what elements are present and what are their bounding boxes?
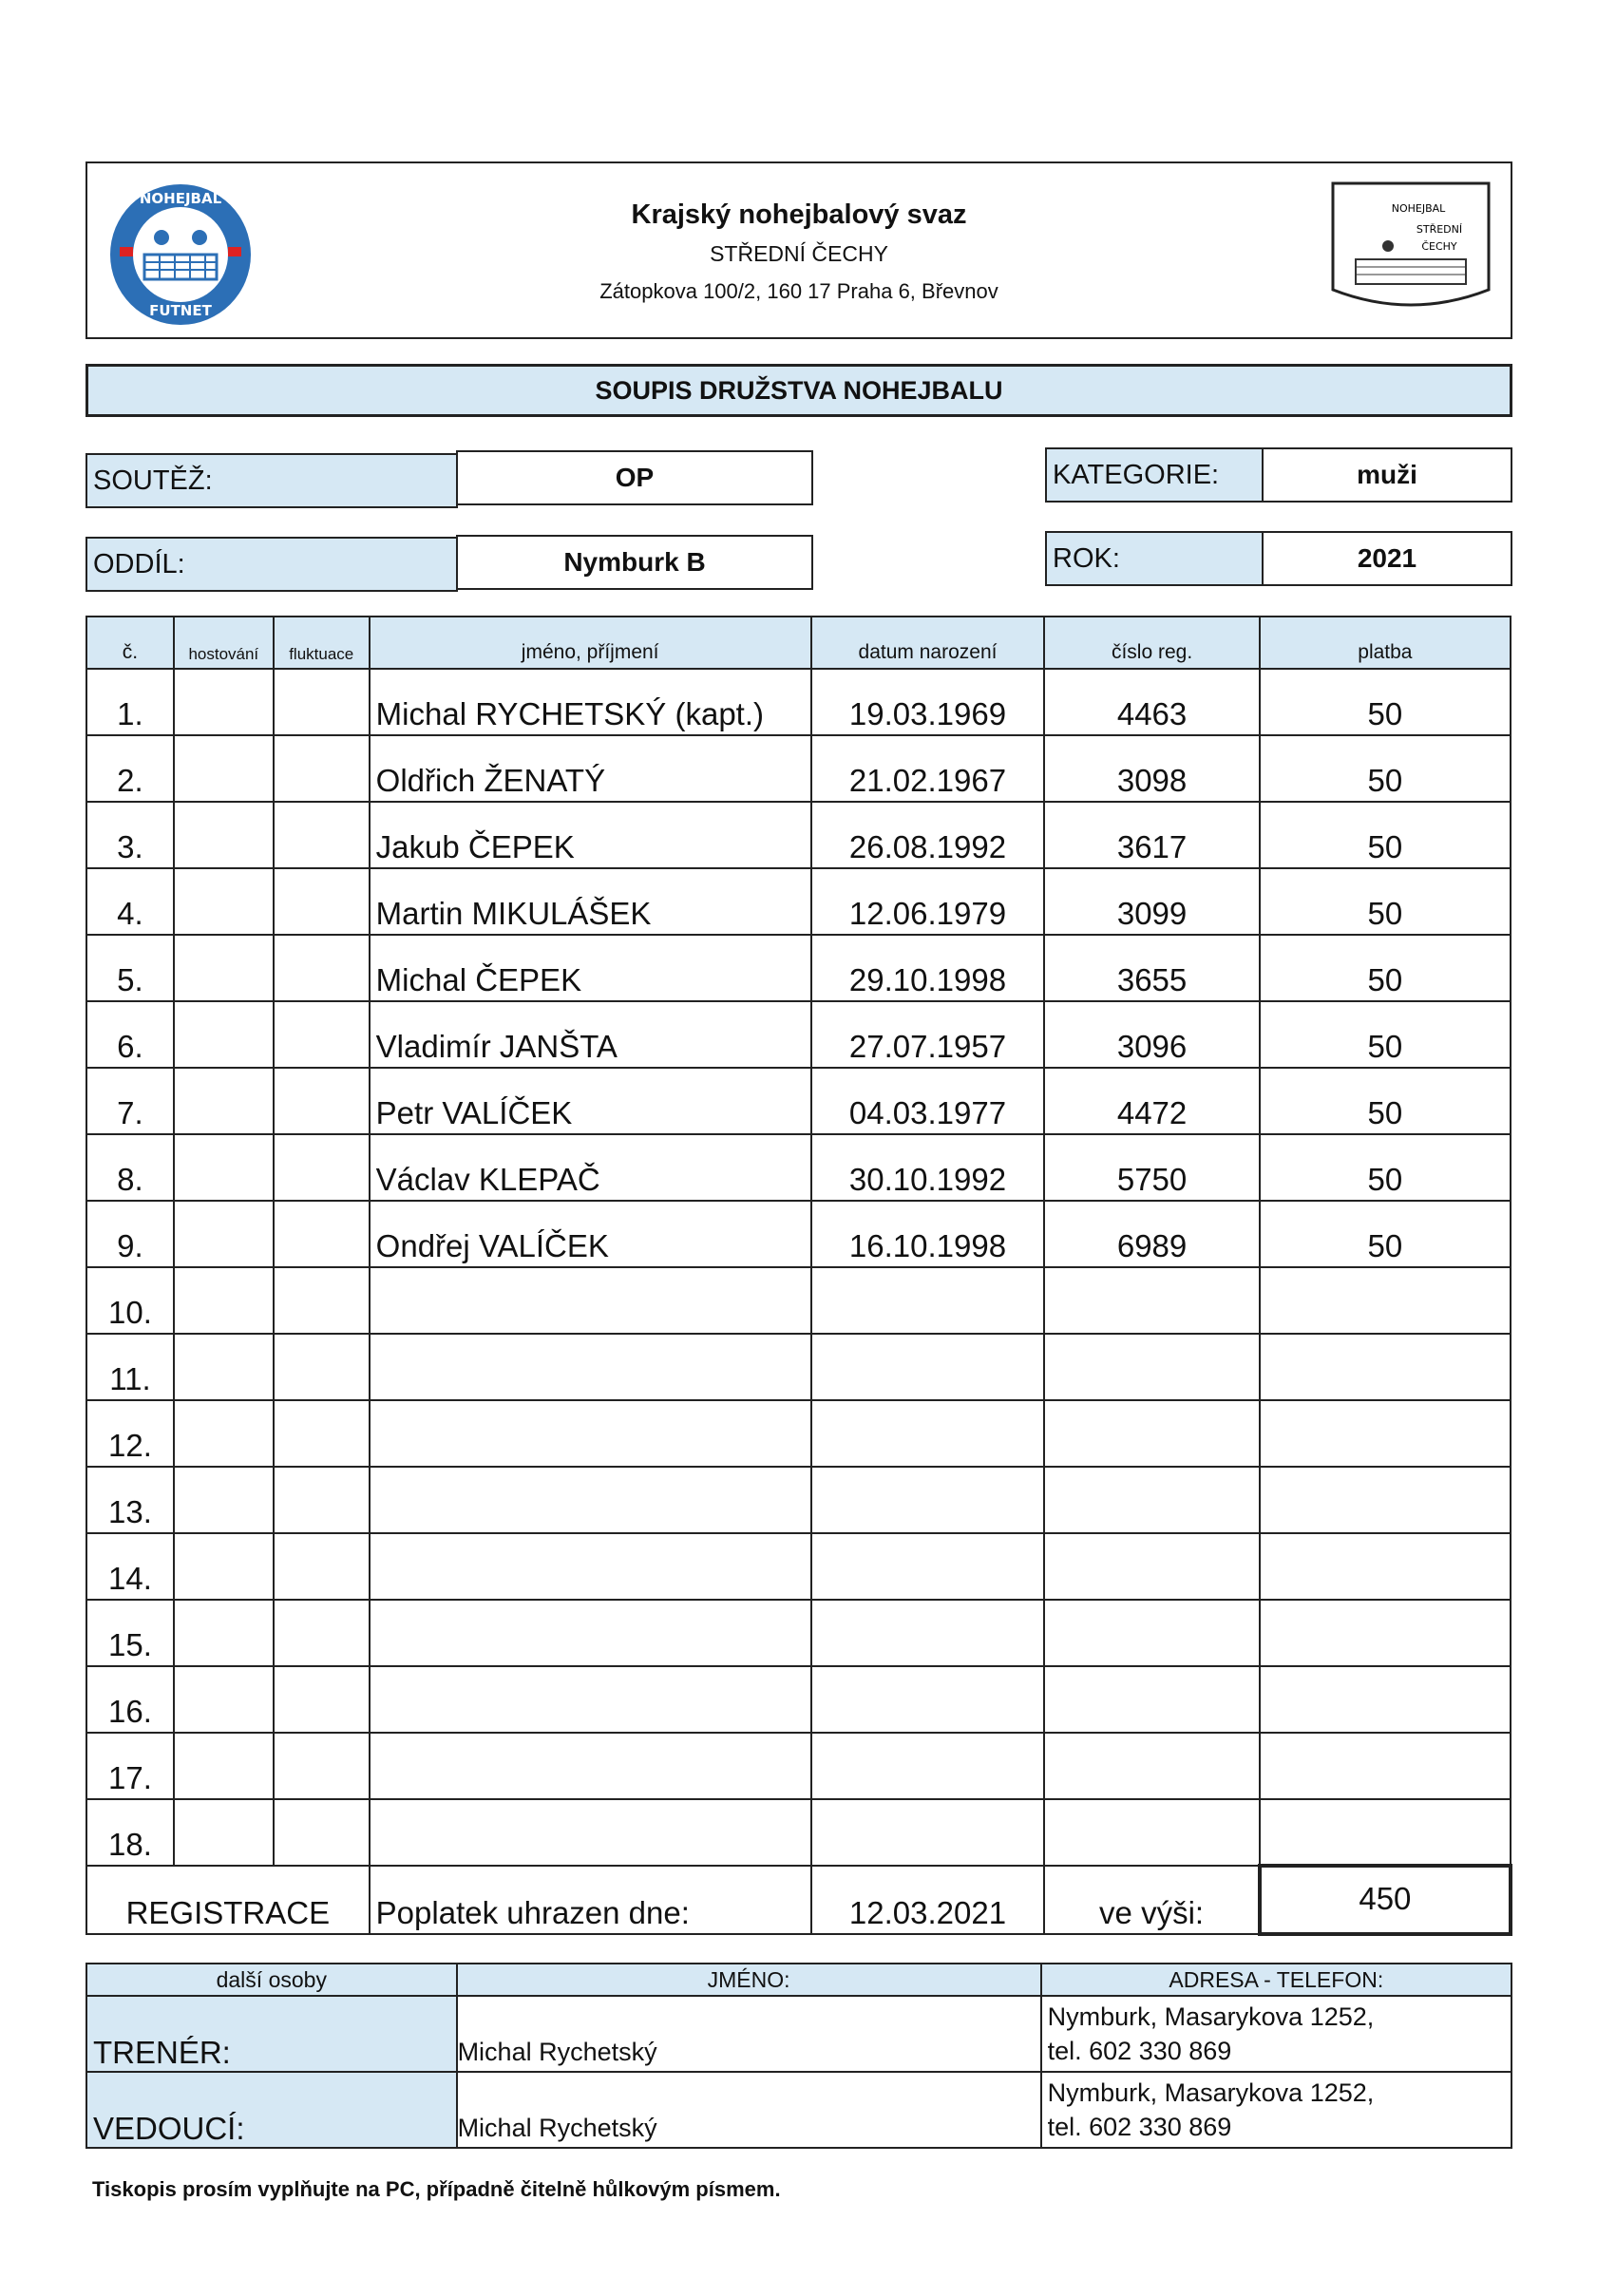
- player-number: 9.: [86, 1201, 174, 1267]
- player-fee[interactable]: [1260, 1733, 1511, 1799]
- footnote: Tiskopis prosím vyplňujte na PC, případně čitelně hůlkovým písmem.: [92, 2177, 781, 2201]
- player-row: [86, 1467, 1511, 1533]
- player-birth-date[interactable]: 30.10.1992: [811, 1134, 1045, 1201]
- player-row: [86, 1201, 1511, 1267]
- player-fluktuace-cell[interactable]: [274, 1267, 370, 1334]
- player-fee[interactable]: [1260, 1267, 1511, 1334]
- player-fee[interactable]: [1260, 1334, 1511, 1400]
- col-header-hostovani: hostování: [174, 617, 274, 669]
- player-fluktuace-cell[interactable]: [274, 1467, 370, 1533]
- players-header-row: [86, 617, 1511, 669]
- player-fluktuace-cell[interactable]: [274, 1001, 370, 1068]
- col-header-fee: platba: [1260, 617, 1511, 669]
- logo-left-bottom-text: FUTNET: [149, 302, 212, 319]
- org-address: Zátopkova 100/2, 160 17 Praha 6, Břevnov: [599, 279, 998, 303]
- player-fee[interactable]: 50: [1260, 735, 1511, 802]
- player-reg-number[interactable]: 3098: [1044, 735, 1259, 802]
- player-reg-number[interactable]: [1044, 1267, 1259, 1334]
- player-row: [86, 868, 1511, 935]
- player-fee[interactable]: [1260, 1666, 1511, 1733]
- col-header-num: č.: [86, 617, 174, 669]
- player-reg-number[interactable]: 3617: [1044, 802, 1259, 868]
- player-fluktuace-cell[interactable]: [274, 802, 370, 868]
- player-number: 16.: [86, 1666, 174, 1733]
- player-name[interactable]: [370, 1400, 811, 1467]
- player-row: [86, 735, 1511, 802]
- player-name[interactable]: [370, 1733, 811, 1799]
- player-fluktuace-cell[interactable]: [274, 1799, 370, 1866]
- player-reg-number[interactable]: 3096: [1044, 1001, 1259, 1068]
- player-number: 1.: [86, 669, 174, 735]
- oddil-label: ODDÍL:: [86, 537, 458, 592]
- player-reg-number[interactable]: 6989: [1044, 1201, 1259, 1267]
- player-hostovani-cell[interactable]: [174, 868, 274, 935]
- player-reg-number[interactable]: [1044, 1533, 1259, 1600]
- player-fee[interactable]: 50: [1260, 669, 1511, 735]
- player-fee[interactable]: 50: [1260, 1201, 1511, 1267]
- fee-paid-label: Poplatek uhrazen dne:: [370, 1866, 811, 1934]
- person-role-trener: TRENÉR:: [86, 1996, 457, 2072]
- player-birth-date[interactable]: 12.06.1979: [811, 868, 1045, 935]
- player-name[interactable]: [370, 1467, 811, 1533]
- player-row: [86, 1600, 1511, 1666]
- player-row: [86, 1533, 1511, 1600]
- player-row: [86, 1400, 1511, 1467]
- player-fluktuace-cell[interactable]: [274, 935, 370, 1001]
- player-row: [86, 1799, 1511, 1866]
- player-name[interactable]: [370, 1600, 811, 1666]
- player-hostovani-cell[interactable]: [174, 1334, 274, 1400]
- player-hostovani-cell[interactable]: [174, 1134, 274, 1201]
- player-name[interactable]: Martin MIKULÁŠEK: [370, 868, 811, 935]
- player-fee[interactable]: [1260, 1600, 1511, 1666]
- persons-header-row: [86, 1964, 1511, 1996]
- player-name[interactable]: [370, 1533, 811, 1600]
- player-name[interactable]: Jakub ČEPEK: [370, 802, 811, 868]
- player-row: [86, 1001, 1511, 1068]
- player-name[interactable]: Petr VALÍČEK: [370, 1068, 811, 1134]
- player-name[interactable]: Michal ČEPEK: [370, 935, 811, 1001]
- player-number: 8.: [86, 1134, 174, 1201]
- person-phone-trener: tel. 602 330 869: [1047, 2037, 1232, 2065]
- player-hostovani-cell[interactable]: [174, 735, 274, 802]
- player-birth-date[interactable]: 21.02.1967: [811, 735, 1045, 802]
- player-reg-number[interactable]: [1044, 1400, 1259, 1467]
- player-reg-number[interactable]: [1044, 1600, 1259, 1666]
- person-row-trener: [86, 1996, 1511, 2072]
- player-row: [86, 935, 1511, 1001]
- player-hostovani-cell[interactable]: [174, 935, 274, 1001]
- oddil-value[interactable]: Nymburk B: [456, 535, 813, 590]
- player-reg-number[interactable]: 3099: [1044, 868, 1259, 935]
- person-address-vedouci: Nymburk, Masarykova 1252,: [1047, 2078, 1375, 2107]
- player-hostovani-cell[interactable]: [174, 1201, 274, 1267]
- player-number: 15.: [86, 1600, 174, 1666]
- player-number: 6.: [86, 1001, 174, 1068]
- player-number: 10.: [86, 1267, 174, 1334]
- player-hostovani-cell[interactable]: [174, 1068, 274, 1134]
- player-birth-date[interactable]: [811, 1733, 1045, 1799]
- player-hostovani-cell[interactable]: [174, 1400, 274, 1467]
- header-box: [86, 161, 1512, 339]
- kategorie-value[interactable]: muži: [1262, 447, 1512, 503]
- soutez-value[interactable]: OP: [456, 450, 813, 505]
- player-reg-number[interactable]: [1044, 1799, 1259, 1866]
- player-name[interactable]: Michal RYCHETSKÝ (kapt.): [370, 669, 811, 735]
- player-reg-number[interactable]: 3655: [1044, 935, 1259, 1001]
- player-birth-date[interactable]: 29.10.1998: [811, 935, 1045, 1001]
- player-row: [86, 669, 1511, 735]
- player-name[interactable]: Vladimír JANŠTA: [370, 1001, 811, 1068]
- player-hostovani-cell[interactable]: [174, 1533, 274, 1600]
- player-fluktuace-cell[interactable]: [274, 1600, 370, 1666]
- rok-value[interactable]: 2021: [1262, 531, 1512, 586]
- fee-amount-label: ve výši:: [1044, 1866, 1259, 1934]
- player-fluktuace-cell[interactable]: [274, 1533, 370, 1600]
- player-fee[interactable]: 50: [1260, 935, 1511, 1001]
- player-reg-number[interactable]: 4472: [1044, 1068, 1259, 1134]
- player-fee[interactable]: [1260, 1400, 1511, 1467]
- player-number: 7.: [86, 1068, 174, 1134]
- player-number: 5.: [86, 935, 174, 1001]
- player-fluktuace-cell[interactable]: [274, 1334, 370, 1400]
- player-fee[interactable]: 50: [1260, 1068, 1511, 1134]
- rok-label: ROK:: [1045, 531, 1264, 586]
- players-table: [86, 616, 1512, 1936]
- registration-label: REGISTRACE: [86, 1866, 370, 1934]
- player-name[interactable]: Václav KLEPAČ: [370, 1134, 811, 1201]
- player-fluktuace-cell[interactable]: [274, 1201, 370, 1267]
- person-name-trener[interactable]: Michal Rychetský: [457, 1996, 1041, 2072]
- player-fluktuace-cell[interactable]: [274, 1400, 370, 1467]
- player-name[interactable]: [370, 1799, 811, 1866]
- player-birth-date[interactable]: 27.07.1957: [811, 1001, 1045, 1068]
- player-name[interactable]: [370, 1334, 811, 1400]
- player-birth-date[interactable]: 26.08.1992: [811, 802, 1045, 868]
- player-name[interactable]: Oldřich ŽENATÝ: [370, 735, 811, 802]
- player-name[interactable]: Ondřej VALÍČEK: [370, 1201, 811, 1267]
- player-fee[interactable]: 50: [1260, 1134, 1511, 1201]
- player-hostovani-cell[interactable]: [174, 1001, 274, 1068]
- player-reg-number[interactable]: [1044, 1467, 1259, 1533]
- person-row-vedouci: [86, 2072, 1511, 2148]
- player-birth-date[interactable]: [811, 1666, 1045, 1733]
- player-hostovani-cell[interactable]: [174, 1600, 274, 1666]
- player-birth-date[interactable]: [811, 1799, 1045, 1866]
- player-fee[interactable]: 50: [1260, 802, 1511, 868]
- person-name-vedouci[interactable]: Michal Rychetský: [457, 2072, 1041, 2148]
- player-birth-date[interactable]: [811, 1400, 1045, 1467]
- player-row: [86, 1134, 1511, 1201]
- player-reg-number[interactable]: 5750: [1044, 1134, 1259, 1201]
- player-birth-date[interactable]: 16.10.1998: [811, 1201, 1045, 1267]
- player-birth-date[interactable]: 19.03.1969: [811, 669, 1045, 735]
- person-contact-vedouci[interactable]: [1041, 2072, 1511, 2148]
- org-region: STŘEDNÍ ČECHY: [710, 241, 888, 266]
- player-reg-number[interactable]: [1044, 1733, 1259, 1799]
- player-number: 11.: [86, 1334, 174, 1400]
- form-title: SOUPIS DRUŽSTVA NOHEJBALU: [86, 364, 1512, 417]
- player-fluktuace-cell[interactable]: [274, 1068, 370, 1134]
- player-fluktuace-cell[interactable]: [274, 1666, 370, 1733]
- player-fluktuace-cell[interactable]: [274, 669, 370, 735]
- regional-shield-logo-icon: [1327, 178, 1494, 322]
- col-header-reg: číslo reg.: [1044, 617, 1259, 669]
- soutez-label: SOUTĚŽ:: [86, 453, 458, 508]
- player-birth-date[interactable]: 04.03.1977: [811, 1068, 1045, 1134]
- player-number: 14.: [86, 1533, 174, 1600]
- player-fee[interactable]: [1260, 1467, 1511, 1533]
- player-birth-date[interactable]: [811, 1600, 1045, 1666]
- logo-left-top-text: NOHEJBAL: [139, 190, 222, 207]
- player-row: [86, 1666, 1511, 1733]
- person-phone-vedouci: tel. 602 330 869: [1047, 2113, 1232, 2141]
- players-body: [86, 669, 1511, 1866]
- player-hostovani-cell[interactable]: [174, 1467, 274, 1533]
- logo-right-line3: ČECHY: [1421, 240, 1457, 253]
- org-name: Krajský nohejbalový svaz: [631, 199, 967, 230]
- player-hostovani-cell[interactable]: [174, 802, 274, 868]
- player-hostovani-cell[interactable]: [174, 669, 274, 735]
- player-number: 18.: [86, 1799, 174, 1866]
- logo-right-line2: STŘEDNÍ: [1416, 223, 1463, 236]
- person-role-vedouci: VEDOUCÍ:: [86, 2072, 457, 2148]
- person-address-trener: Nymburk, Masarykova 1252,: [1047, 2002, 1375, 2031]
- player-fee[interactable]: 50: [1260, 868, 1511, 935]
- player-row: [86, 1334, 1511, 1400]
- fee-amount-value[interactable]: 450: [1260, 1866, 1511, 1934]
- persons-table: [86, 1963, 1512, 2149]
- player-fluktuace-cell[interactable]: [274, 1733, 370, 1799]
- player-number: 2.: [86, 735, 174, 802]
- player-row: [86, 1733, 1511, 1799]
- col-header-fluktuace: fluktuace: [274, 617, 370, 669]
- player-number: 17.: [86, 1733, 174, 1799]
- registration-row: [86, 1866, 1511, 1934]
- player-row: [86, 802, 1511, 868]
- player-fluktuace-cell[interactable]: [274, 735, 370, 802]
- player-birth-date[interactable]: [811, 1467, 1045, 1533]
- logo-right-line1: NOHEJBAL: [1391, 202, 1446, 215]
- player-fee[interactable]: 50: [1260, 1001, 1511, 1068]
- player-number: 12.: [86, 1400, 174, 1467]
- player-number: 3.: [86, 802, 174, 868]
- player-reg-number[interactable]: [1044, 1334, 1259, 1400]
- fee-paid-date[interactable]: 12.03.2021: [811, 1866, 1045, 1934]
- player-hostovani-cell[interactable]: [174, 1666, 274, 1733]
- persons-header-contact: ADRESA - TELEFON:: [1041, 1964, 1511, 1996]
- player-hostovani-cell[interactable]: [174, 1799, 274, 1866]
- player-name[interactable]: [370, 1267, 811, 1334]
- player-hostovani-cell[interactable]: [174, 1267, 274, 1334]
- player-row: [86, 1267, 1511, 1334]
- player-fluktuace-cell[interactable]: [274, 1134, 370, 1201]
- player-hostovani-cell[interactable]: [174, 1733, 274, 1799]
- person-contact-trener[interactable]: [1041, 1996, 1511, 2072]
- player-fee[interactable]: [1260, 1799, 1511, 1866]
- kategorie-label: KATEGORIE:: [1045, 447, 1264, 503]
- player-reg-number[interactable]: 4463: [1044, 669, 1259, 735]
- col-header-birth: datum narození: [811, 617, 1045, 669]
- player-fee[interactable]: [1260, 1533, 1511, 1600]
- player-birth-date[interactable]: [811, 1533, 1045, 1600]
- persons-header-name: JMÉNO:: [457, 1964, 1041, 1996]
- player-row: [86, 1068, 1511, 1134]
- persons-header-role: další osoby: [86, 1964, 457, 1996]
- player-number: 4.: [86, 868, 174, 935]
- col-header-name: jméno, příjmení: [370, 617, 811, 669]
- player-fluktuace-cell[interactable]: [274, 868, 370, 935]
- player-number: 13.: [86, 1467, 174, 1533]
- player-birth-date[interactable]: [811, 1334, 1045, 1400]
- player-reg-number[interactable]: [1044, 1666, 1259, 1733]
- player-name[interactable]: [370, 1666, 811, 1733]
- player-birth-date[interactable]: [811, 1267, 1045, 1334]
